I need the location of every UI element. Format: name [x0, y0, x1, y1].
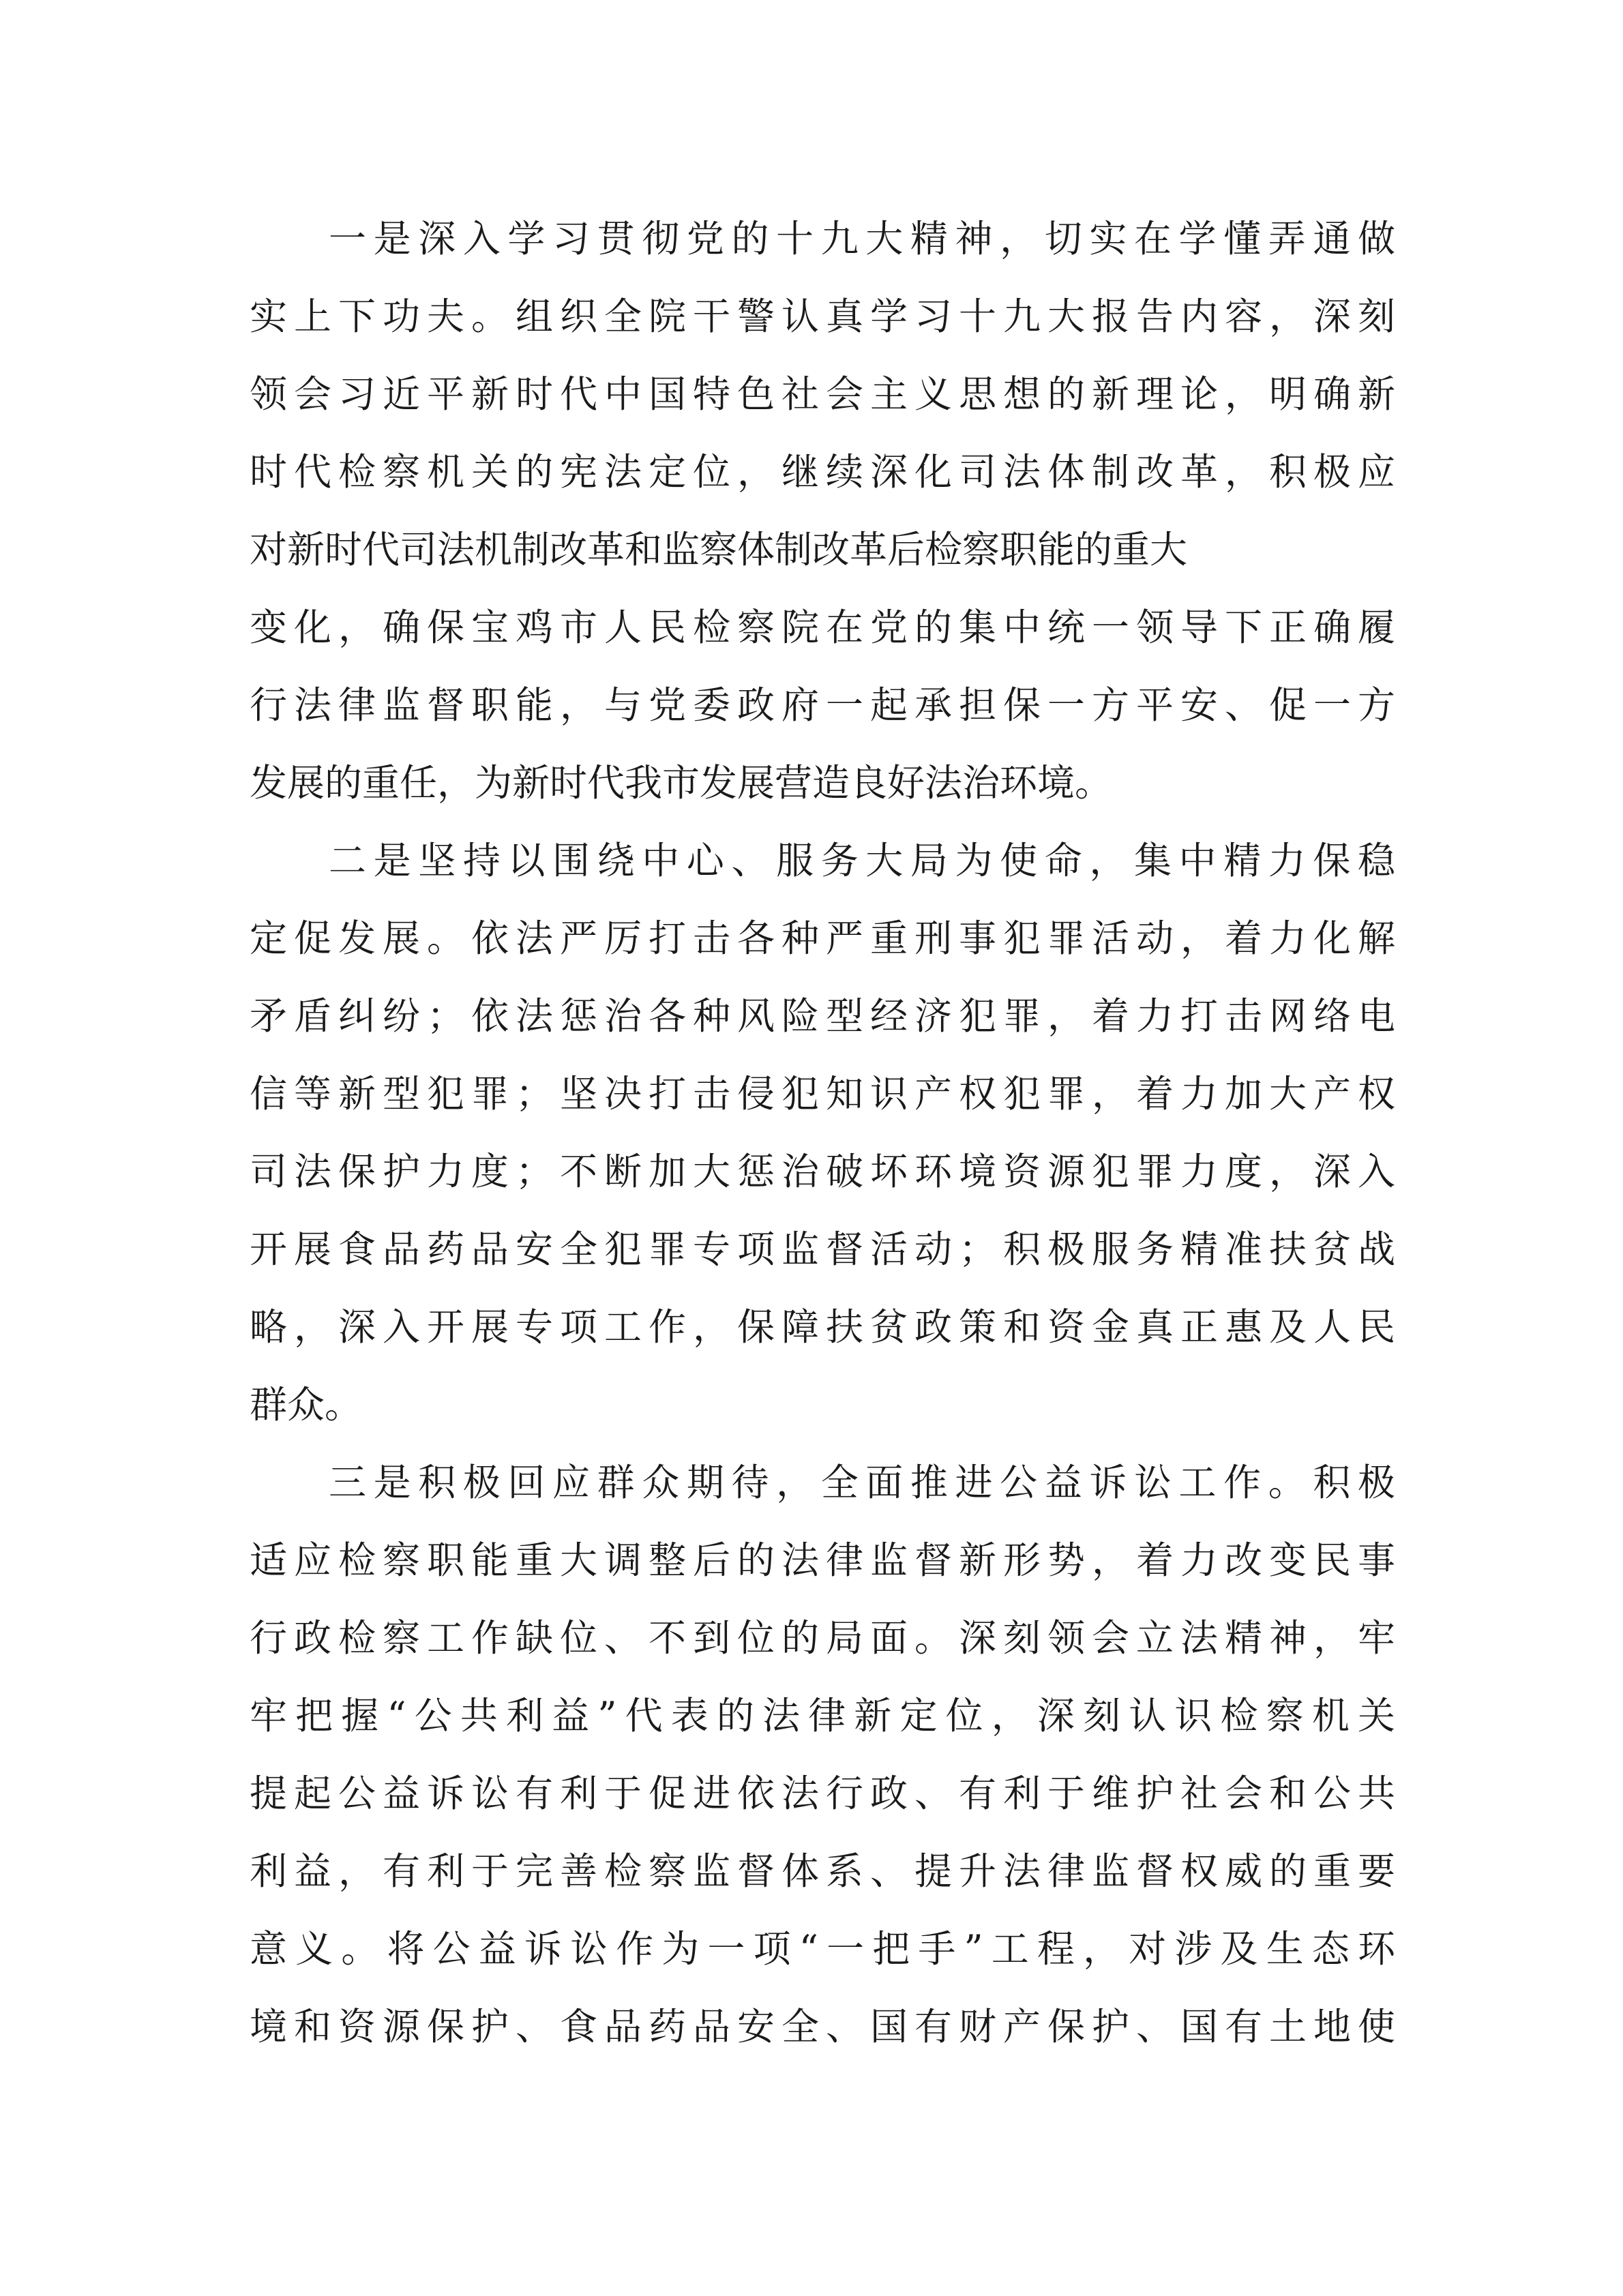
text-line: 实上下功夫。组织全院干警认真学习十九大报告内容，深刻 [250, 295, 1395, 338]
text-line: 变化，确保宝鸡市人民检察院在党的集中统一领导下正确履 [250, 606, 1395, 649]
text-line: 境和资源保护、食品药品安全、国有财产保护、国有土地使 [250, 2005, 1395, 2048]
text-line: 开展食品药品安全犯罪专项监督活动；积极服务精准扶贫战 [250, 1227, 1395, 1271]
text-line: 一是深入学习贯彻党的十九大精神，切实在学懂弄通做 [329, 217, 1395, 260]
text-line: 定促发展。依法严厉打击各种严重刑事犯罪活动，着力化解 [250, 916, 1395, 960]
text-line: 行法律监督职能，与党委政府一起承担保一方平安、促一方 [250, 683, 1395, 727]
text-line: 矛盾纠纷；依法惩治各种风险型经济犯罪，着力打击网络电 [250, 994, 1395, 1038]
text-line: 三是积极回应群众期待，全面推进公益诉讼工作。积极 [329, 1461, 1395, 1504]
text-line: 行政检察工作缺位、不到位的局面。深刻领会立法精神，牢 [250, 1616, 1395, 1660]
text-line: 群众。 [250, 1383, 363, 1427]
text-line: 利益，有利于完善检察监督体系、提升法律监督权威的重要 [250, 1849, 1395, 1893]
text-line: 对新时代司法机制改革和监察体制改革后检察职能的重大 [250, 528, 1188, 571]
text-line: 略，深入开展专项工作，保障扶贫政策和资金真正惠及人民 [250, 1305, 1395, 1349]
text-line: 提起公益诉讼有利于促进依法行政、有利于维护社会和公共 [250, 1772, 1395, 1815]
text-line: 发展的重任，为新时代我市发展营造良好法治环境。 [250, 761, 1113, 805]
text-line: 适应检察职能重大调整后的法律监督新形势，着力改变民事 [250, 1538, 1395, 1582]
text-line: 领会习近平新时代中国特色社会主义思想的新理论，明确新 [250, 372, 1395, 416]
text-line: 信等新型犯罪；坚决打击侵犯知识产权犯罪，着力加大产权 [250, 1072, 1395, 1116]
text-line: 意义。将公益诉讼作为一项“一把手”工程，对涉及生态环 [250, 1927, 1395, 1971]
text-line: 时代检察机关的宪法定位，继续深化司法体制改革，积极应 [250, 450, 1395, 494]
text-line: 牢把握“公共利益”代表的法律新定位，深刻认识检察机关 [250, 1694, 1395, 1738]
text-line: 二是坚持以围绕中心、服务大局为使命，集中精力保稳 [329, 839, 1395, 882]
text-line: 司法保护力度；不断加大惩治破坏环境资源犯罪力度，深入 [250, 1150, 1395, 1193]
